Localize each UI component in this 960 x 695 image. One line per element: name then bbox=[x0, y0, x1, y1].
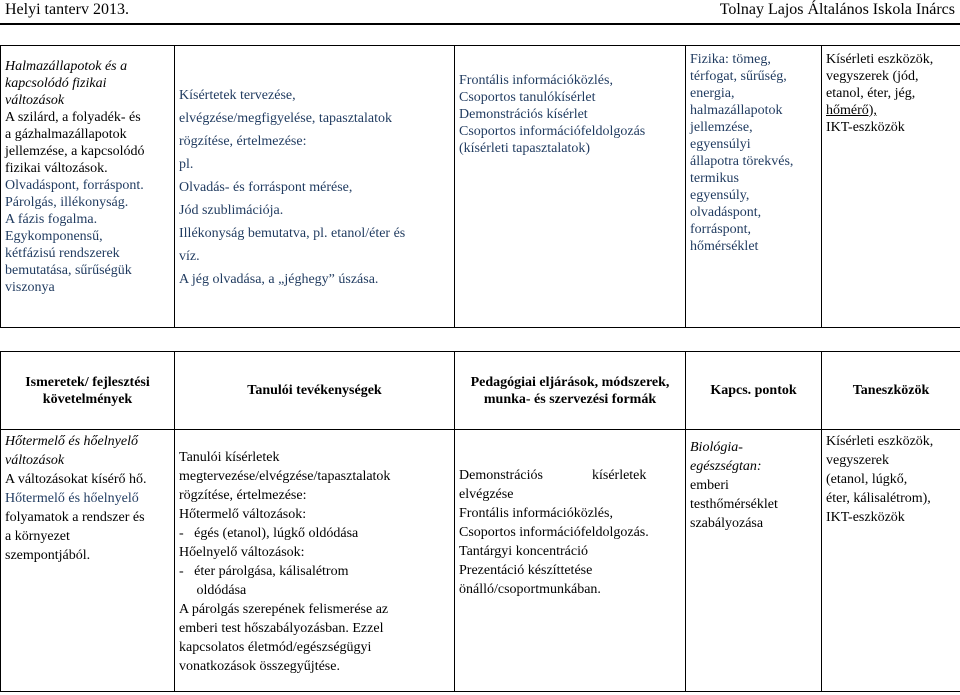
row1-methods-cell bbox=[455, 46, 686, 328]
row2-activity-line: emberi test hőszabályozásban. Ezzel bbox=[179, 621, 384, 636]
row2-activity-line: A párolgás szerepének felismerése az bbox=[179, 602, 389, 617]
row1-activity-line: rögzítése, értelmezése: bbox=[179, 134, 307, 149]
column-header-methods: Pedagógiai eljárások, módszerek, munka- és szervezési formák bbox=[455, 352, 686, 430]
column-header-activities: Tanulói tevékenységek bbox=[175, 352, 455, 430]
row1-tool-line: IKT-eszközök bbox=[826, 120, 905, 135]
row2-topic-line: Hőtermelő és hőelnyelő bbox=[5, 434, 138, 449]
row2-link-subject: egészségtan: bbox=[690, 459, 762, 474]
row2-methods-cell bbox=[455, 430, 686, 692]
row2-tools-cell bbox=[822, 430, 960, 692]
row2-link-subject: Biológia- bbox=[690, 440, 743, 455]
row2-method-line: Demonstrációs kísérletek bbox=[459, 468, 647, 483]
row2-knowledge-cell bbox=[1, 430, 175, 692]
row1-topic-line: kapcsolódó fizikai bbox=[5, 76, 107, 91]
row2-link-line: emberi bbox=[690, 478, 729, 493]
row2-method-line: Prezentáció készíttetése bbox=[459, 563, 593, 578]
row2-topic-line: változások bbox=[5, 453, 65, 468]
row1-tool-line: hőmérő), bbox=[826, 103, 877, 118]
row2-link-line: szabályozása bbox=[690, 516, 764, 531]
row1-activity-line: pl. bbox=[179, 157, 194, 172]
row2-knowledge-line: A változásokat kísérő hő. bbox=[5, 472, 147, 487]
column-header-tools: Taneszközök bbox=[822, 352, 960, 430]
row1-knowledge-cell bbox=[1, 46, 175, 328]
row1-link-line: termikus bbox=[690, 171, 739, 186]
row2-method-line: Tantárgyi koncentráció bbox=[459, 544, 588, 559]
row2-activity-line: rögzítése, értelmezése: bbox=[179, 488, 307, 503]
curriculum-table-top bbox=[0, 45, 960, 328]
row1-method-line: (kísérleti tapasztalatok) bbox=[459, 141, 590, 156]
row1-activity-line: Jód szublimációja. bbox=[179, 203, 284, 218]
row1-link-line: olvadáspont, bbox=[690, 205, 762, 220]
row1-knowledge-line: jellemzése, a kapcsolódó bbox=[5, 144, 145, 159]
header-left: Helyi tanterv 2013. bbox=[5, 1, 129, 18]
row2-tool-line: éter, kálisalétrom), bbox=[826, 491, 931, 506]
row1-knowledge-line: Párolgás, illékonyság. bbox=[5, 195, 129, 210]
curriculum-table-bottom bbox=[0, 351, 960, 692]
row1-tool-line: Kísérleti eszközök, bbox=[826, 52, 934, 67]
header-right: Tolnay Lajos Általános Iskola Inárcs bbox=[719, 1, 955, 18]
row2-activity-line: megtervezése/elvégzése/tapasztalatok bbox=[179, 469, 391, 484]
row1-link-line: állapotra törekvés, bbox=[690, 154, 794, 169]
row2-method-line: Csoportos információfeldolgozás. bbox=[459, 525, 649, 540]
row1-method-line: Csoportos információfeldolgozás bbox=[459, 124, 646, 139]
row2-activity-line: Hőtermelő változások: bbox=[179, 507, 307, 522]
row1-knowledge-line: Olvadáspont, forráspont. bbox=[5, 178, 144, 193]
row1-knowledge-line: Egykomponensű, bbox=[5, 229, 103, 244]
row2-activity-line: vonatkozások összegyűjtése. bbox=[179, 659, 340, 674]
row1-link-line: térfogat, sűrűség, bbox=[690, 69, 787, 84]
row2-tool-line: vegyszerek bbox=[826, 453, 889, 468]
row1-activity-line: A jég olvadása, a „jéghegy” úszása. bbox=[179, 272, 379, 287]
row2-activity-line: oldódása bbox=[179, 583, 247, 598]
row1-knowledge-line: A fázis fogalma. bbox=[5, 212, 98, 227]
row2-activities-cell bbox=[175, 430, 455, 692]
row2-activity-line: - éter párolgása, kálisalétrom bbox=[179, 564, 349, 579]
row1-knowledge-line: viszonya bbox=[5, 280, 55, 295]
row2-method-line: önálló/csoportmunkában. bbox=[459, 582, 601, 597]
row1-topic-line: változások bbox=[5, 93, 65, 108]
page-header bbox=[0, 0, 960, 24]
row2-activity-line: Tanulói kísérletek bbox=[179, 450, 280, 465]
row1-method-line: Demonstrációs kísérlet bbox=[459, 107, 588, 122]
header-rule bbox=[0, 23, 960, 25]
row1-link-line: Fizika: tömeg, bbox=[690, 52, 771, 67]
column-header-links: Kapcs. pontok bbox=[686, 352, 822, 430]
row2-links-cell bbox=[686, 430, 822, 692]
row1-topic-line: Halmazállapotok és a bbox=[5, 59, 128, 74]
row1-method-line: Csoportos tanulókísérlet bbox=[459, 90, 596, 105]
row2-method-line: Frontális információközlés, bbox=[459, 506, 613, 521]
row1-knowledge-line: kétfázisú rendszerek bbox=[5, 246, 120, 261]
row1-activity-line: Kísértetek tervezése, bbox=[179, 88, 296, 103]
row2-knowledge-line: folyamatok a rendszer és bbox=[5, 510, 145, 525]
row1-knowledge-line: fizikai változások. bbox=[5, 161, 108, 176]
row2-tool-line: (etanol, lúgkő, bbox=[826, 472, 908, 487]
row1-tools-cell bbox=[822, 46, 960, 328]
row1-activity-line: Illékonyság bemutatva, pl. etanol/éter és bbox=[179, 226, 406, 241]
row1-link-line: energia, bbox=[690, 86, 735, 101]
row1-link-line: egyensúly, bbox=[690, 188, 750, 203]
row1-activity-line: Olvadás- és forráspont mérése, bbox=[179, 180, 353, 195]
row1-method-line: Frontális információközlés, bbox=[459, 73, 613, 88]
row2-activity-line: kapcsolatos életmód/egészségügyi bbox=[179, 640, 372, 655]
row2-link-line: testhőmérséklet bbox=[690, 497, 778, 512]
row1-link-line: jellemzése, bbox=[690, 120, 753, 135]
row1-activities-cell bbox=[175, 46, 455, 328]
row1-tool-line: vegyszerek (jód, bbox=[826, 69, 919, 84]
column-header-knowledge: Ismeretek/ fejlesztési követelmények bbox=[1, 352, 175, 430]
row1-knowledge-line: bemutatása, sűrűségük bbox=[5, 263, 132, 278]
row1-activity-line: víz. bbox=[179, 249, 200, 264]
row2-tool-line: IKT-eszközök bbox=[826, 510, 905, 525]
row1-links-cell bbox=[686, 46, 822, 328]
row2-method-line: elvégzése bbox=[459, 487, 514, 502]
row1-tool-line: etanol, éter, jég, bbox=[826, 86, 916, 101]
row1-link-line: hőmérséklet bbox=[690, 239, 759, 254]
row1-link-line: egyensúlyi bbox=[690, 137, 751, 152]
row1-link-line: halmazállapotok bbox=[690, 103, 783, 118]
row2-activity-line: - égés (etanol), lúgkő oldódása bbox=[179, 526, 359, 541]
row2-activity-line: Hőelnyelő változások: bbox=[179, 545, 305, 560]
row2-knowledge-line: Hőtermelő és hőelnyelő bbox=[5, 491, 139, 506]
row2-knowledge-line: szempontjából. bbox=[5, 548, 91, 563]
row1-activity-line: elvégzése/megfigyelése, tapasztalatok bbox=[179, 111, 393, 126]
row1-knowledge-line: A szilárd, a folyadék- és bbox=[5, 110, 141, 125]
row1-knowledge-line: a gázhalmazállapotok bbox=[5, 127, 127, 142]
row2-tool-line: Kísérleti eszközök, bbox=[826, 434, 934, 449]
row1-link-line: forráspont, bbox=[690, 222, 752, 237]
row2-knowledge-line: a környezet bbox=[5, 529, 70, 544]
